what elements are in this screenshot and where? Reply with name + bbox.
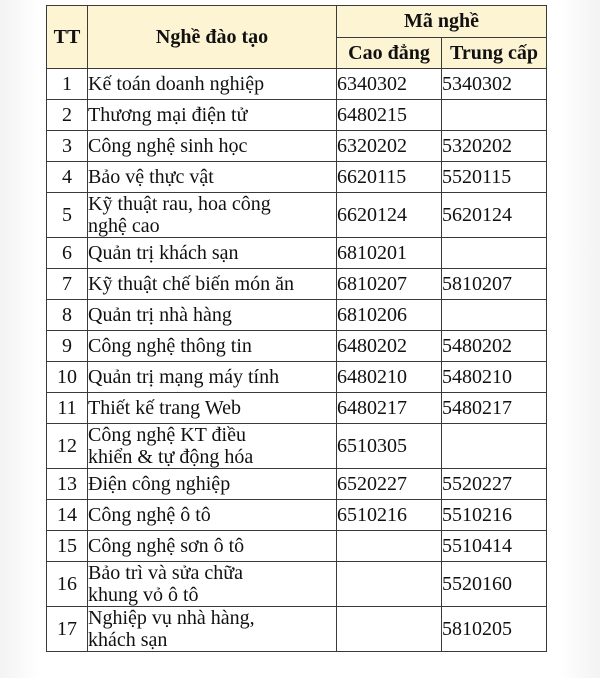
cell-tt: 5 [47, 193, 88, 238]
table-row [47, 331, 547, 362]
cell-nghe-dao-tao: Quản trị nhà hàng [88, 300, 337, 331]
cell-nghe-dao-tao: Bảo vệ thực vật [88, 162, 337, 193]
cell-tt: 16 [47, 562, 88, 607]
cell-ma-cao-dang [337, 531, 442, 562]
cell-nghe-dao-tao: Bảo trì và sửa chữa khung vỏ ô tô [88, 562, 337, 607]
cell-nghe-dao-tao: Quản trị mạng máy tính [88, 362, 337, 393]
cell-tt: 15 [47, 531, 88, 562]
cell-tt: 4 [47, 162, 88, 193]
cell-ma-cao-dang [337, 562, 442, 607]
table-row [47, 162, 547, 193]
cell-tt: 10 [47, 362, 88, 393]
table-header [47, 6, 547, 69]
cell-ma-cao-dang [337, 607, 442, 652]
header-ma-nghe: Mã nghề [337, 6, 547, 38]
cell-ma-trung-cap: 5520115 [442, 162, 547, 193]
header-tt: TT [47, 6, 88, 69]
header-cao-dang: Cao đẳng [337, 37, 442, 69]
cell-tt: 1 [47, 69, 88, 100]
table-row [47, 607, 547, 652]
table-row [47, 100, 547, 131]
cell-nghe-dao-tao: Công nghệ sơn ô tô [88, 531, 337, 562]
table-row [47, 562, 547, 607]
cell-ma-trung-cap: 5340302 [442, 69, 547, 100]
table-row [47, 424, 547, 469]
cell-ma-trung-cap: 5810207 [442, 269, 547, 300]
cell-tt: 11 [47, 393, 88, 424]
table-body [47, 69, 547, 652]
cell-ma-trung-cap: 5520160 [442, 562, 547, 607]
cell-ma-trung-cap: 5480217 [442, 393, 547, 424]
cell-tt: 17 [47, 607, 88, 652]
table-row [47, 500, 547, 531]
table-row [47, 269, 547, 300]
cell-nghe-dao-tao: Công nghệ KT điều khiển & tự động hóa [88, 424, 337, 469]
table-row [47, 300, 547, 331]
cell-ma-trung-cap: 5520227 [442, 469, 547, 500]
cell-nghe-dao-tao: Nghiệp vụ nhà hàng, khách sạn [88, 607, 337, 652]
cell-ma-trung-cap: 5510216 [442, 500, 547, 531]
cell-nghe-dao-tao: Thương mại điện tử [88, 100, 337, 131]
cell-ma-trung-cap: 5480202 [442, 331, 547, 362]
cell-nghe-dao-tao: Công nghệ ô tô [88, 500, 337, 531]
cell-ma-cao-dang: 6480210 [337, 362, 442, 393]
cell-ma-cao-dang: 6620124 [337, 193, 442, 238]
cell-ma-trung-cap: 5810205 [442, 607, 547, 652]
cell-nghe-dao-tao: Công nghệ sinh học [88, 131, 337, 162]
cell-ma-trung-cap: 5320202 [442, 131, 547, 162]
cell-tt: 12 [47, 424, 88, 469]
cell-nghe-dao-tao: Thiết kế trang Web [88, 393, 337, 424]
cell-ma-cao-dang: 6480217 [337, 393, 442, 424]
cell-tt: 9 [47, 331, 88, 362]
cell-tt: 3 [47, 131, 88, 162]
cell-ma-cao-dang: 6480215 [337, 100, 442, 131]
cell-tt: 2 [47, 100, 88, 131]
table-row [47, 238, 547, 269]
table-row [47, 69, 547, 100]
cell-tt: 13 [47, 469, 88, 500]
header-trung-cap: Trung cấp [442, 37, 547, 69]
cell-ma-cao-dang: 6620115 [337, 162, 442, 193]
cell-ma-trung-cap [442, 424, 547, 469]
cell-tt: 6 [47, 238, 88, 269]
table-row [47, 531, 547, 562]
cell-ma-cao-dang: 6320202 [337, 131, 442, 162]
header-nghe-dao-tao: Nghề đào tạo [88, 6, 337, 69]
cell-ma-cao-dang: 6480202 [337, 331, 442, 362]
cell-ma-cao-dang: 6510216 [337, 500, 442, 531]
cell-ma-cao-dang: 6810206 [337, 300, 442, 331]
cell-tt: 8 [47, 300, 88, 331]
cell-tt: 14 [47, 500, 88, 531]
table-row [47, 393, 547, 424]
cell-tt: 7 [47, 269, 88, 300]
cell-ma-trung-cap: 5480210 [442, 362, 547, 393]
cell-nghe-dao-tao: Quản trị khách sạn [88, 238, 337, 269]
cell-ma-trung-cap: 5510414 [442, 531, 547, 562]
cell-nghe-dao-tao: Kỹ thuật rau, hoa công nghệ cao [88, 193, 337, 238]
cell-ma-trung-cap: 5620124 [442, 193, 547, 238]
table-row [47, 469, 547, 500]
cell-ma-cao-dang: 6810201 [337, 238, 442, 269]
cell-ma-trung-cap [442, 238, 547, 269]
cell-ma-cao-dang: 6340302 [337, 69, 442, 100]
cell-nghe-dao-tao: Kỹ thuật chế biến món ăn [88, 269, 337, 300]
table-row [47, 131, 547, 162]
cell-ma-cao-dang: 6520227 [337, 469, 442, 500]
cell-nghe-dao-tao: Kế toán doanh nghiệp [88, 69, 337, 100]
cell-ma-trung-cap [442, 100, 547, 131]
cell-ma-cao-dang: 6510305 [337, 424, 442, 469]
table-row [47, 193, 547, 238]
training-programs-table [46, 5, 547, 652]
cell-nghe-dao-tao: Điện công nghiệp [88, 469, 337, 500]
cell-nghe-dao-tao: Công nghệ thông tin [88, 331, 337, 362]
cell-ma-trung-cap [442, 300, 547, 331]
cell-ma-cao-dang: 6810207 [337, 269, 442, 300]
table-row [47, 362, 547, 393]
